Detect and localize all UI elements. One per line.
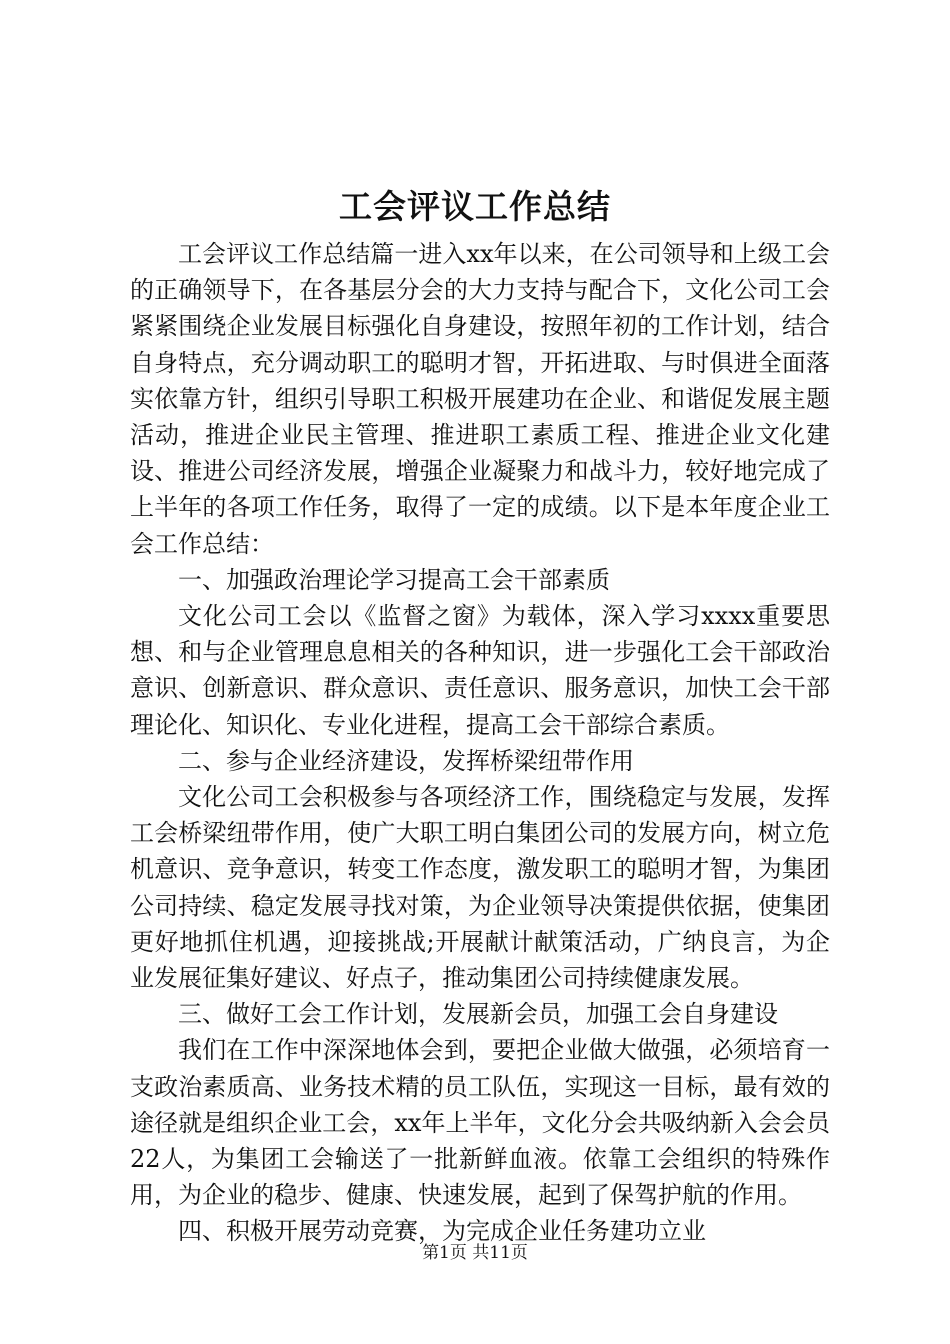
- section-heading-4: 四、积极开展劳动竞赛，为完成企业任务建功立业: [178, 1217, 706, 1246]
- page-footer: 第1页 共11页: [422, 1243, 528, 1263]
- section-heading-1: 一、加强政治理论学习提高工会干部素质: [178, 565, 610, 594]
- paragraph-section-2: 文化公司工会积极参与各项经济工作，围绕稳定与发展，发挥工会桥梁纽带作用，使广大职工明白集团公司的发展方向，树立危机意识、竞争意识，转变工作态度，激发职工的聪明才智，为集团公司持续、稳定发展寻找对策，为企业领导决策提供依据，使集团更好地抓住机遇，迎接挑战;开展献计献策活动，广纳良言，为企业发展征集好建议、好点子，推动集团公司持续健康发展。: [130, 783, 830, 993]
- paragraph-intro: 工会评议工作总结篇一进入xx年以来，在公司领导和上级工会的正确领导下，在各基层分会的大力支持与配合下，文化公司工会紧紧围绕企业发展目标强化自身建设，按照年初的工作计划，结合自身特点，充分调动职工的聪明才智，开拓进取、与时俱进全面落实依靠方针，组织引导职工积极开展建功在企业、和谐促发展主题活动，推进企业民主管理、推进职工素质工程、推进企业文化建设、推进公司经济发展，增强企业凝聚力和战斗力，较好地完成了上半年的各项工作任务，取得了一定的成绩。以下是本年度企业工会工作总结：: [130, 240, 830, 558]
- document-title: 工会评议工作总结: [339, 187, 611, 226]
- section-heading-2: 二、参与企业经济建设，发挥桥梁纽带作用: [178, 746, 634, 775]
- paragraph-section-1: 文化公司工会以《监督之窗》为载体，深入学习xxxx重要思想、和与企业管理息息相关的各种知识，进一步强化工会干部政治意识、创新意识、群众意识、责任意识、服务意识，加快工会干部理论化、知识化、专业化进程，提高工会干部综合素质。: [130, 602, 830, 739]
- paragraph-section-3: 我们在工作中深深地体会到，要把企业做大做强，必须培育一支政治素质高、业务技术精的员工队伍，实现这一目标，最有效的途径就是组织企业工会，xx年上半年，文化分会共吸纳新入会会员22人，为集团工会输送了一批新鲜血液。依靠工会组织的特殊作用，为企业的稳步、健康、快速发展，起到了保驾护航的作用。: [130, 1036, 830, 1210]
- document-body: [130, 236, 830, 1250]
- section-heading-3: 三、做好工会工作计划，发展新会员，加强工会自身建设: [178, 1000, 778, 1029]
